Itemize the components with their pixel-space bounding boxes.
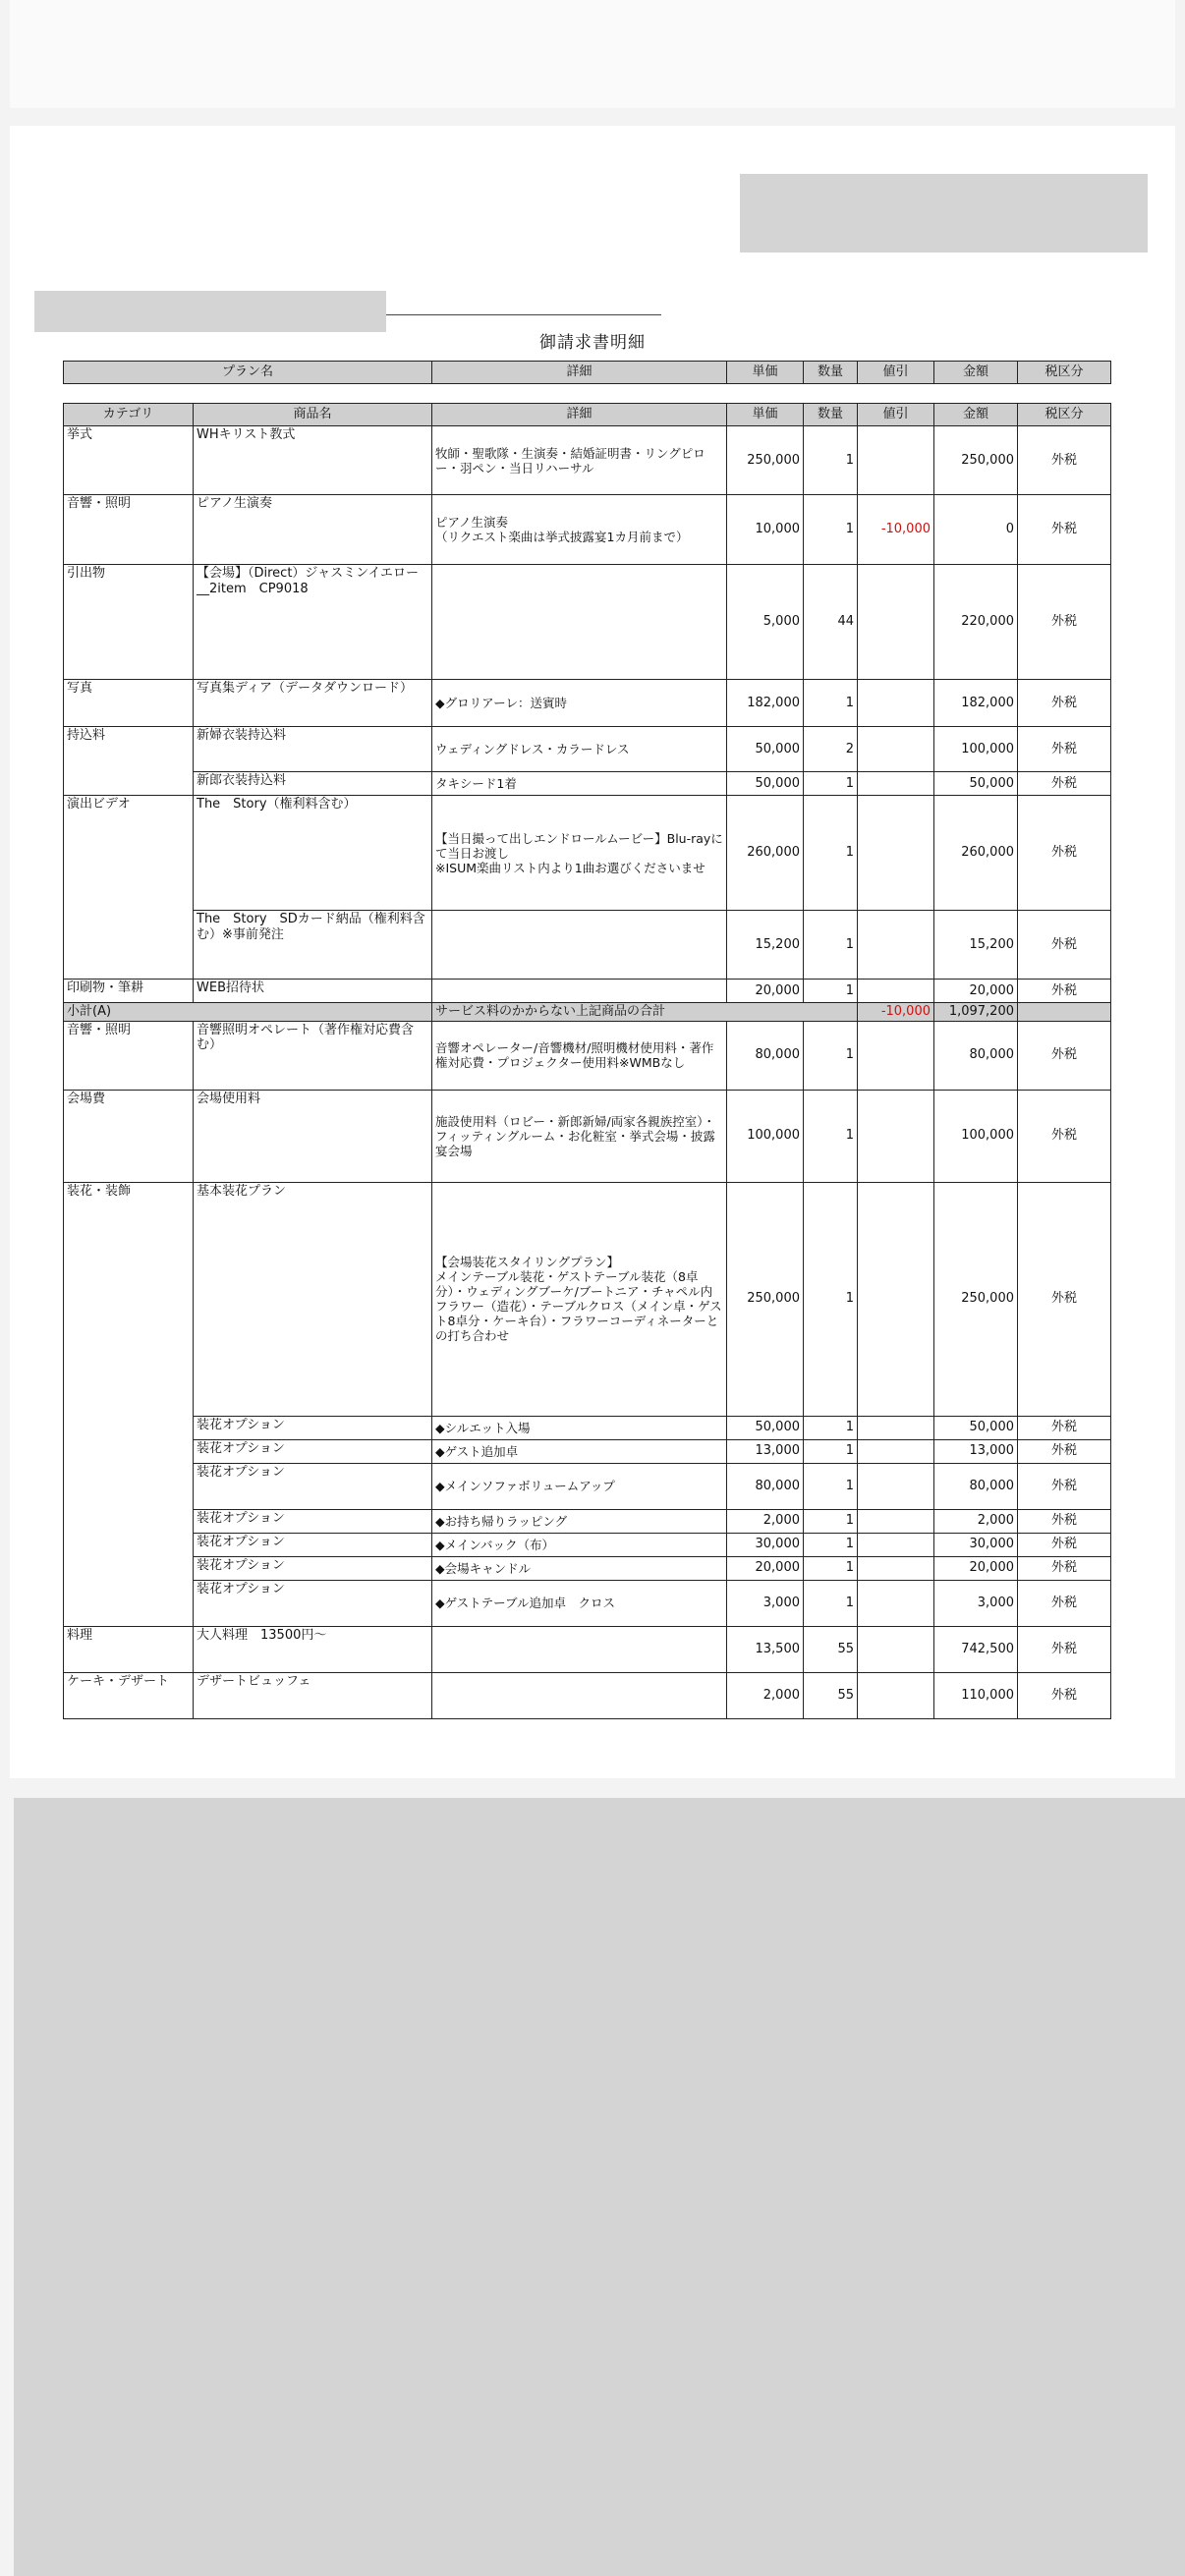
amount-cell: 80,000 <box>934 1021 1018 1090</box>
header-plan-name: プラン名 <box>64 362 432 384</box>
tax-type-cell: 外税 <box>1018 1672 1111 1718</box>
discount-cell <box>858 1439 934 1463</box>
product-cell: 【会場】（Direct）ジャスミンイエロー__2item CP9018 <box>194 565 432 680</box>
discount-cell: -10,000 <box>858 495 934 565</box>
tax-type-cell: 外税 <box>1018 1556 1111 1580</box>
table-row <box>64 1580 1111 1626</box>
tax-type-cell: 外税 <box>1018 1463 1111 1509</box>
category-cell: 挙式 <box>64 426 194 495</box>
amount-cell: 100,000 <box>934 1090 1018 1182</box>
detail-cell: ◆お持ち帰りラッピング <box>432 1509 727 1533</box>
product-cell: 装花オプション <box>194 1533 432 1556</box>
unit-price-cell: 250,000 <box>727 426 804 495</box>
unit-price-cell: 50,000 <box>727 1416 804 1439</box>
detail-cell: 施設使用料（ロビー・新郎新婦/両家各親族控室）・フィッティングルーム・お化粧室・挙式会場・披露宴会場 <box>432 1090 727 1182</box>
amount-cell: 0 <box>934 495 1018 565</box>
quantity-cell: 1 <box>804 1533 858 1556</box>
amount-cell: 250,000 <box>934 426 1018 495</box>
quantity-cell: 1 <box>804 1463 858 1509</box>
quantity-cell: 1 <box>804 911 858 980</box>
unit-price-cell: 80,000 <box>727 1021 804 1090</box>
table-row <box>64 680 1111 727</box>
product-cell: ピアノ生演奏 <box>194 495 432 565</box>
detail-cell <box>432 1626 727 1672</box>
quantity-cell: 1 <box>804 1580 858 1626</box>
table-row <box>64 426 1111 495</box>
quantity-cell: 1 <box>804 772 858 796</box>
unit-price-cell: 250,000 <box>727 1182 804 1416</box>
tax-type-cell: 外税 <box>1018 1182 1111 1416</box>
product-cell: 基本装花プラン <box>194 1182 432 1416</box>
category-cell: 料理 <box>64 1626 194 1672</box>
category-cell: ケーキ・デザート <box>64 1672 194 1718</box>
detail-cell: 音響オペレーター/音響機材/照明機材使用料・著作権対応費・プロジェクター使用料※WMBなし <box>432 1021 727 1090</box>
product-cell: The Story（権利料含む） <box>194 796 432 911</box>
table-row <box>64 1439 1111 1463</box>
table-row <box>64 772 1111 796</box>
discount-cell <box>858 980 934 1003</box>
discount-cell <box>858 1463 934 1509</box>
detail-cell: ピアノ生演奏 （リクエスト楽曲は挙式披露宴1カ月前まで） <box>432 495 727 565</box>
quantity-cell: 1 <box>804 1556 858 1580</box>
amount-cell: 50,000 <box>934 772 1018 796</box>
discount-cell <box>858 772 934 796</box>
unit-price-cell: 80,000 <box>727 1463 804 1509</box>
tax-type-cell: 外税 <box>1018 796 1111 911</box>
amount-cell: 80,000 <box>934 1463 1018 1509</box>
col-tax-type: 税区分 <box>1018 404 1111 426</box>
table-row <box>64 1182 1111 1416</box>
tax-type-cell: 外税 <box>1018 426 1111 495</box>
quantity-cell: 1 <box>804 426 858 495</box>
table-row <box>64 1090 1111 1182</box>
header-discount: 値引 <box>858 362 934 384</box>
title-underline <box>386 314 661 315</box>
product-cell: WHキリスト教式 <box>194 426 432 495</box>
category-cell: 引出物 <box>64 565 194 680</box>
category-cell: 印刷物・筆耕 <box>64 980 194 1003</box>
unit-price-cell: 50,000 <box>727 772 804 796</box>
col-discount: 値引 <box>858 404 934 426</box>
quantity-cell: 55 <box>804 1672 858 1718</box>
detail-cell: ◆シルエット入場 <box>432 1416 727 1439</box>
quantity-cell: 1 <box>804 1509 858 1533</box>
detail-cell: ◆メインソファボリュームアップ <box>432 1463 727 1509</box>
header-quantity: 数量 <box>804 362 858 384</box>
quantity-cell: 44 <box>804 565 858 680</box>
detail-cell: ウェディングドレス・カラードレス <box>432 727 727 772</box>
amount-cell: 13,000 <box>934 1439 1018 1463</box>
amount-cell: 110,000 <box>934 1672 1018 1718</box>
tax-type-cell: 外税 <box>1018 1416 1111 1439</box>
unit-price-cell: 20,000 <box>727 980 804 1003</box>
col-quantity: 数量 <box>804 404 858 426</box>
table-row <box>64 1672 1111 1718</box>
detail-cell <box>432 565 727 680</box>
quantity-cell: 1 <box>804 1416 858 1439</box>
discount-cell <box>858 796 934 911</box>
subtotal-amount: 1,097,200 <box>934 1003 1018 1022</box>
invoice-detail-table <box>63 403 1111 1719</box>
category-cell: 写真 <box>64 680 194 727</box>
product-cell: 音響照明オペレート（著作権対応費含む） <box>194 1021 432 1090</box>
product-cell: 新婦衣装持込料 <box>194 727 432 772</box>
amount-cell: 3,000 <box>934 1580 1018 1626</box>
plan-header-table <box>63 361 1111 384</box>
amount-cell: 50,000 <box>934 1416 1018 1439</box>
tax-type-cell: 外税 <box>1018 1580 1111 1626</box>
page-title: 御請求書明細 <box>539 333 646 353</box>
unit-price-cell: 3,000 <box>727 1580 804 1626</box>
discount-cell <box>858 426 934 495</box>
amount-cell: 15,200 <box>934 911 1018 980</box>
detail-cell: タキシード1着 <box>432 772 727 796</box>
table-row <box>64 1416 1111 1439</box>
table-row <box>64 1509 1111 1533</box>
detail-cell: ◆メインバック（布） <box>432 1533 727 1556</box>
unit-price-cell: 5,000 <box>727 565 804 680</box>
unit-price-cell: 2,000 <box>727 1672 804 1718</box>
amount-cell: 250,000 <box>934 1182 1018 1416</box>
discount-cell <box>858 1182 934 1416</box>
quantity-cell: 55 <box>804 1626 858 1672</box>
table-row <box>64 1463 1111 1509</box>
unit-price-cell: 100,000 <box>727 1090 804 1182</box>
discount-cell <box>858 1509 934 1533</box>
quantity-cell: 2 <box>804 727 858 772</box>
tax-type-cell: 外税 <box>1018 980 1111 1003</box>
discount-cell <box>858 1533 934 1556</box>
tax-type-cell: 外税 <box>1018 680 1111 727</box>
tax-type-cell: 外税 <box>1018 727 1111 772</box>
detail-cell <box>432 980 727 1003</box>
detail-cell <box>432 1672 727 1718</box>
col-unit-price: 単価 <box>727 404 804 426</box>
product-cell: 装花オプション <box>194 1556 432 1580</box>
col-detail: 詳細 <box>432 404 727 426</box>
quantity-cell: 1 <box>804 1090 858 1182</box>
product-cell: 会場使用料 <box>194 1090 432 1182</box>
header-amount: 金額 <box>934 362 1018 384</box>
discount-cell <box>858 727 934 772</box>
category-cell: 会場費 <box>64 1090 194 1182</box>
tax-type-cell: 外税 <box>1018 911 1111 980</box>
tax-type-cell: 外税 <box>1018 495 1111 565</box>
quantity-cell: 1 <box>804 796 858 911</box>
amount-cell: 30,000 <box>934 1533 1018 1556</box>
quantity-cell: 1 <box>804 680 858 727</box>
detail-cell: 【会場装花スタイリングプラン】 メインテーブル装花・ゲストテーブル装花（8卓分）・ウェディングブーケ/ブートニア・チャペル内フラワー（造花）・テーブルクロス（メイン卓・ゲスト8卓分・ケーキ台）・フラワーコーディネーターとの打ち合わせ <box>432 1182 727 1416</box>
table-row <box>64 727 1111 772</box>
product-cell: 装花オプション <box>194 1509 432 1533</box>
product-cell: 装花オプション <box>194 1580 432 1626</box>
detail-cell <box>432 911 727 980</box>
tax-type-cell: 外税 <box>1018 1090 1111 1182</box>
amount-cell: 100,000 <box>934 727 1018 772</box>
table-row <box>64 1556 1111 1580</box>
table-row <box>64 796 1111 911</box>
unit-price-cell: 15,200 <box>727 911 804 980</box>
amount-cell: 2,000 <box>934 1509 1018 1533</box>
table-body-lower <box>64 1021 1111 1718</box>
tax-type-cell: 外税 <box>1018 772 1111 796</box>
discount-cell <box>858 565 934 680</box>
unit-price-cell: 50,000 <box>727 727 804 772</box>
category-cell: 音響・照明 <box>64 495 194 565</box>
discount-cell <box>858 911 934 980</box>
unit-price-cell: 13,500 <box>727 1626 804 1672</box>
product-cell: 大人料理 13500円～ <box>194 1626 432 1672</box>
discount-cell <box>858 1626 934 1672</box>
quantity-cell: 1 <box>804 1021 858 1090</box>
unit-price-cell: 10,000 <box>727 495 804 565</box>
detail-cell: ◆ゲストテーブル追加卓 クロス <box>432 1580 727 1626</box>
discount-cell <box>858 680 934 727</box>
product-cell: 新郎衣装持込料 <box>194 772 432 796</box>
tax-type-cell: 外税 <box>1018 1439 1111 1463</box>
detail-cell: ◆会場キャンドル <box>432 1556 727 1580</box>
quantity-cell: 1 <box>804 980 858 1003</box>
discount-cell <box>858 1672 934 1718</box>
header-detail: 詳細 <box>432 362 727 384</box>
invoice-page <box>10 126 1175 1778</box>
amount-cell: 20,000 <box>934 980 1018 1003</box>
product-cell: The Story SDカード納品（権利料含む）※事前発注 <box>194 911 432 980</box>
col-amount: 金額 <box>934 404 1018 426</box>
detail-cell: ◆グロリアーレ：送賓時 <box>432 680 727 727</box>
amount-cell: 260,000 <box>934 796 1018 911</box>
quantity-cell: 1 <box>804 1182 858 1416</box>
table-row <box>64 1021 1111 1090</box>
previous-page-sheet <box>10 0 1175 108</box>
discount-cell <box>858 1556 934 1580</box>
product-cell: デザートビュッフェ <box>194 1672 432 1718</box>
subtotal-discount: -10,000 <box>858 1003 934 1022</box>
category-cell: 音響・照明 <box>64 1021 194 1090</box>
col-product: 商品名 <box>194 404 432 426</box>
tax-type-cell: 外税 <box>1018 1533 1111 1556</box>
table-row <box>64 911 1111 980</box>
category-cell: 演出ビデオ <box>64 796 194 980</box>
quantity-cell: 1 <box>804 495 858 565</box>
tax-type-cell: 外税 <box>1018 1626 1111 1672</box>
amount-cell: 220,000 <box>934 565 1018 680</box>
subtotal-tax <box>1018 1003 1111 1022</box>
table-row <box>64 1626 1111 1672</box>
discount-cell <box>858 1090 934 1182</box>
subtotal-section <box>64 1003 1111 1022</box>
subtotal-label: 小計(A) <box>64 1003 432 1022</box>
detail-cell: ◆ゲスト追加卓 <box>432 1439 727 1463</box>
header-tax-type: 税区分 <box>1018 362 1111 384</box>
product-cell: 装花オプション <box>194 1439 432 1463</box>
table-row <box>64 1533 1111 1556</box>
table-body-upper <box>64 426 1111 1003</box>
col-category: カテゴリ <box>64 404 194 426</box>
detail-cell: 【当日撮って出しエンドロールムービー】Blu-rayにて当日お渡し ※ISUM楽曲リスト内より1曲お選びくださいませ <box>432 796 727 911</box>
quantity-cell: 1 <box>804 1439 858 1463</box>
subtotal-note: サービス料のかからない上記商品の合計 <box>432 1003 858 1022</box>
product-cell: 装花オプション <box>194 1416 432 1439</box>
unit-price-cell: 13,000 <box>727 1439 804 1463</box>
unit-price-cell: 30,000 <box>727 1533 804 1556</box>
product-cell: 写真集ディア（データダウンロード） <box>194 680 432 727</box>
tax-type-cell: 外税 <box>1018 565 1111 680</box>
product-cell: WEB招待状 <box>194 980 432 1003</box>
discount-cell <box>858 1021 934 1090</box>
unit-price-cell: 20,000 <box>727 1556 804 1580</box>
unit-price-cell: 2,000 <box>727 1509 804 1533</box>
subtotal-row <box>64 1003 1111 1022</box>
redacted-bottom-area <box>14 1798 1185 2576</box>
table-row <box>64 980 1111 1003</box>
redacted-header-box <box>740 174 1148 252</box>
amount-cell: 182,000 <box>934 680 1018 727</box>
tax-type-cell: 外税 <box>1018 1021 1111 1090</box>
unit-price-cell: 260,000 <box>727 796 804 911</box>
detail-cell: 牧師・聖歌隊・生演奏・結婚証明書・リングピロー・羽ペン・当日リハーサル <box>432 426 727 495</box>
category-cell: 装花・装飾 <box>64 1182 194 1626</box>
header-unit-price: 単価 <box>727 362 804 384</box>
tax-type-cell: 外税 <box>1018 1509 1111 1533</box>
product-cell: 装花オプション <box>194 1463 432 1509</box>
amount-cell: 742,500 <box>934 1626 1018 1672</box>
table-row <box>64 565 1111 680</box>
redacted-name-bar <box>34 291 386 332</box>
discount-cell <box>858 1580 934 1626</box>
unit-price-cell: 182,000 <box>727 680 804 727</box>
table-row <box>64 495 1111 565</box>
category-cell: 持込料 <box>64 727 194 796</box>
amount-cell: 20,000 <box>934 1556 1018 1580</box>
discount-cell <box>858 1416 934 1439</box>
